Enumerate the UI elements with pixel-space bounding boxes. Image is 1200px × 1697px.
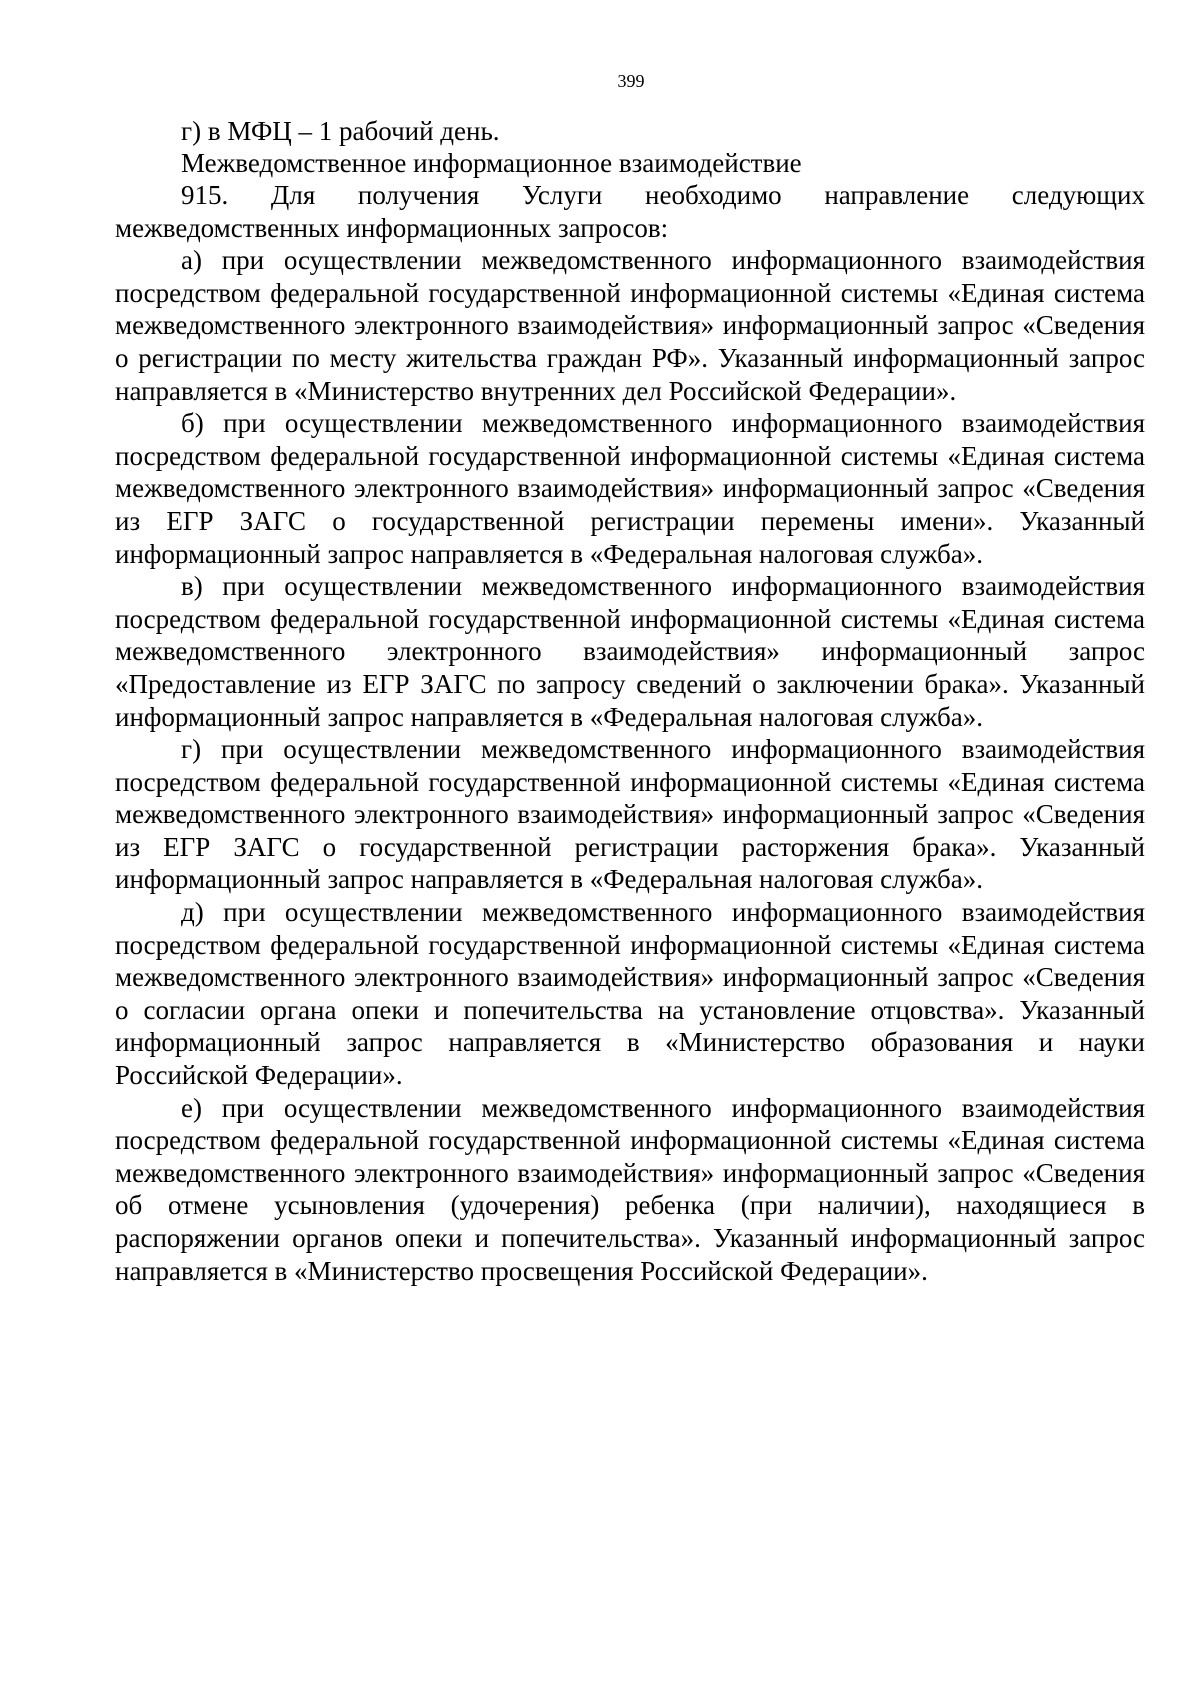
list-item-d: д) при осуществлении межведомственного информационного взаимодействия посредством федеральной государственной информационной системы «Единая система межведомственного электронного взаимодействия» информационный запрос «Сведения о согласии органа опеки и попечительства на установление отцовства». Указанный информационный запрос направляется в «Министерство образования и науки Российской Федерации». [115, 897, 1145, 1091]
list-item-v: в) при осуществлении межведомственного информационного взаимодействия посредством федеральной государственной информационной системы «Единая система межведомственного электронного взаимодействия» информационный запрос «Предоставление из ЕГР ЗАГС по запросу сведений о заключении брака». Указанный информационный запрос направляется в «Федеральная налоговая служба». [115, 571, 1145, 732]
document-body [115, 115, 1145, 1287]
list-item-a: а) при осуществлении межведомственного информационного взаимодействия посредством федеральной государственной информационной системы «Единая система межведомственного электронного взаимодействия» информационный запрос «Сведения о регистрации по месту жительства граждан РФ». Указанный информационный запрос направляется в «Министерство внутренних дел Российской Федерации». [115, 245, 1145, 406]
page-number: 399 [617, 71, 645, 91]
section-heading: Межведомственное информационное взаимодействие [181, 148, 802, 178]
list-item-b: б) при осуществлении межведомственного информационного взаимодействия посредством федеральной государственной информационной системы «Единая система межведомственного электронного взаимодействия» информационный запрос «Сведения из ЕГР ЗАГС о государственной регистрации перемены имени». Указанный информационный запрос направляется в «Федеральная налоговая служба». [115, 408, 1145, 569]
paragraph-915: 915. Для получения Услуги необходимо направление следующих межведомственных информационных запросов: [115, 180, 1145, 243]
mfc-deadline-line: г) в МФЦ – 1 рабочий день. [181, 116, 500, 146]
list-item-g: г) при осуществлении межведомственного информационного взаимодействия посредством федеральной государственной информационной системы «Единая система межведомственного электронного взаимодействия» информационный запрос «Сведения из ЕГР ЗАГС о государственной регистрации расторжения брака». Указанный информационный запрос направляется в «Федеральная налоговая служба». [115, 734, 1145, 895]
list-item-e: е) при осуществлении межведомственного информационного взаимодействия посредством федеральной государственной информационной системы «Единая система межведомственного электронного взаимодействия» информационный запрос «Сведения об отмене усыновления (удочерения) ребенка (при наличии), находящиеся в распоряжении органов опеки и попечительства». Указанный информационный запрос направляется в «Министерство просвещения Российской Федерации». [115, 1092, 1145, 1286]
